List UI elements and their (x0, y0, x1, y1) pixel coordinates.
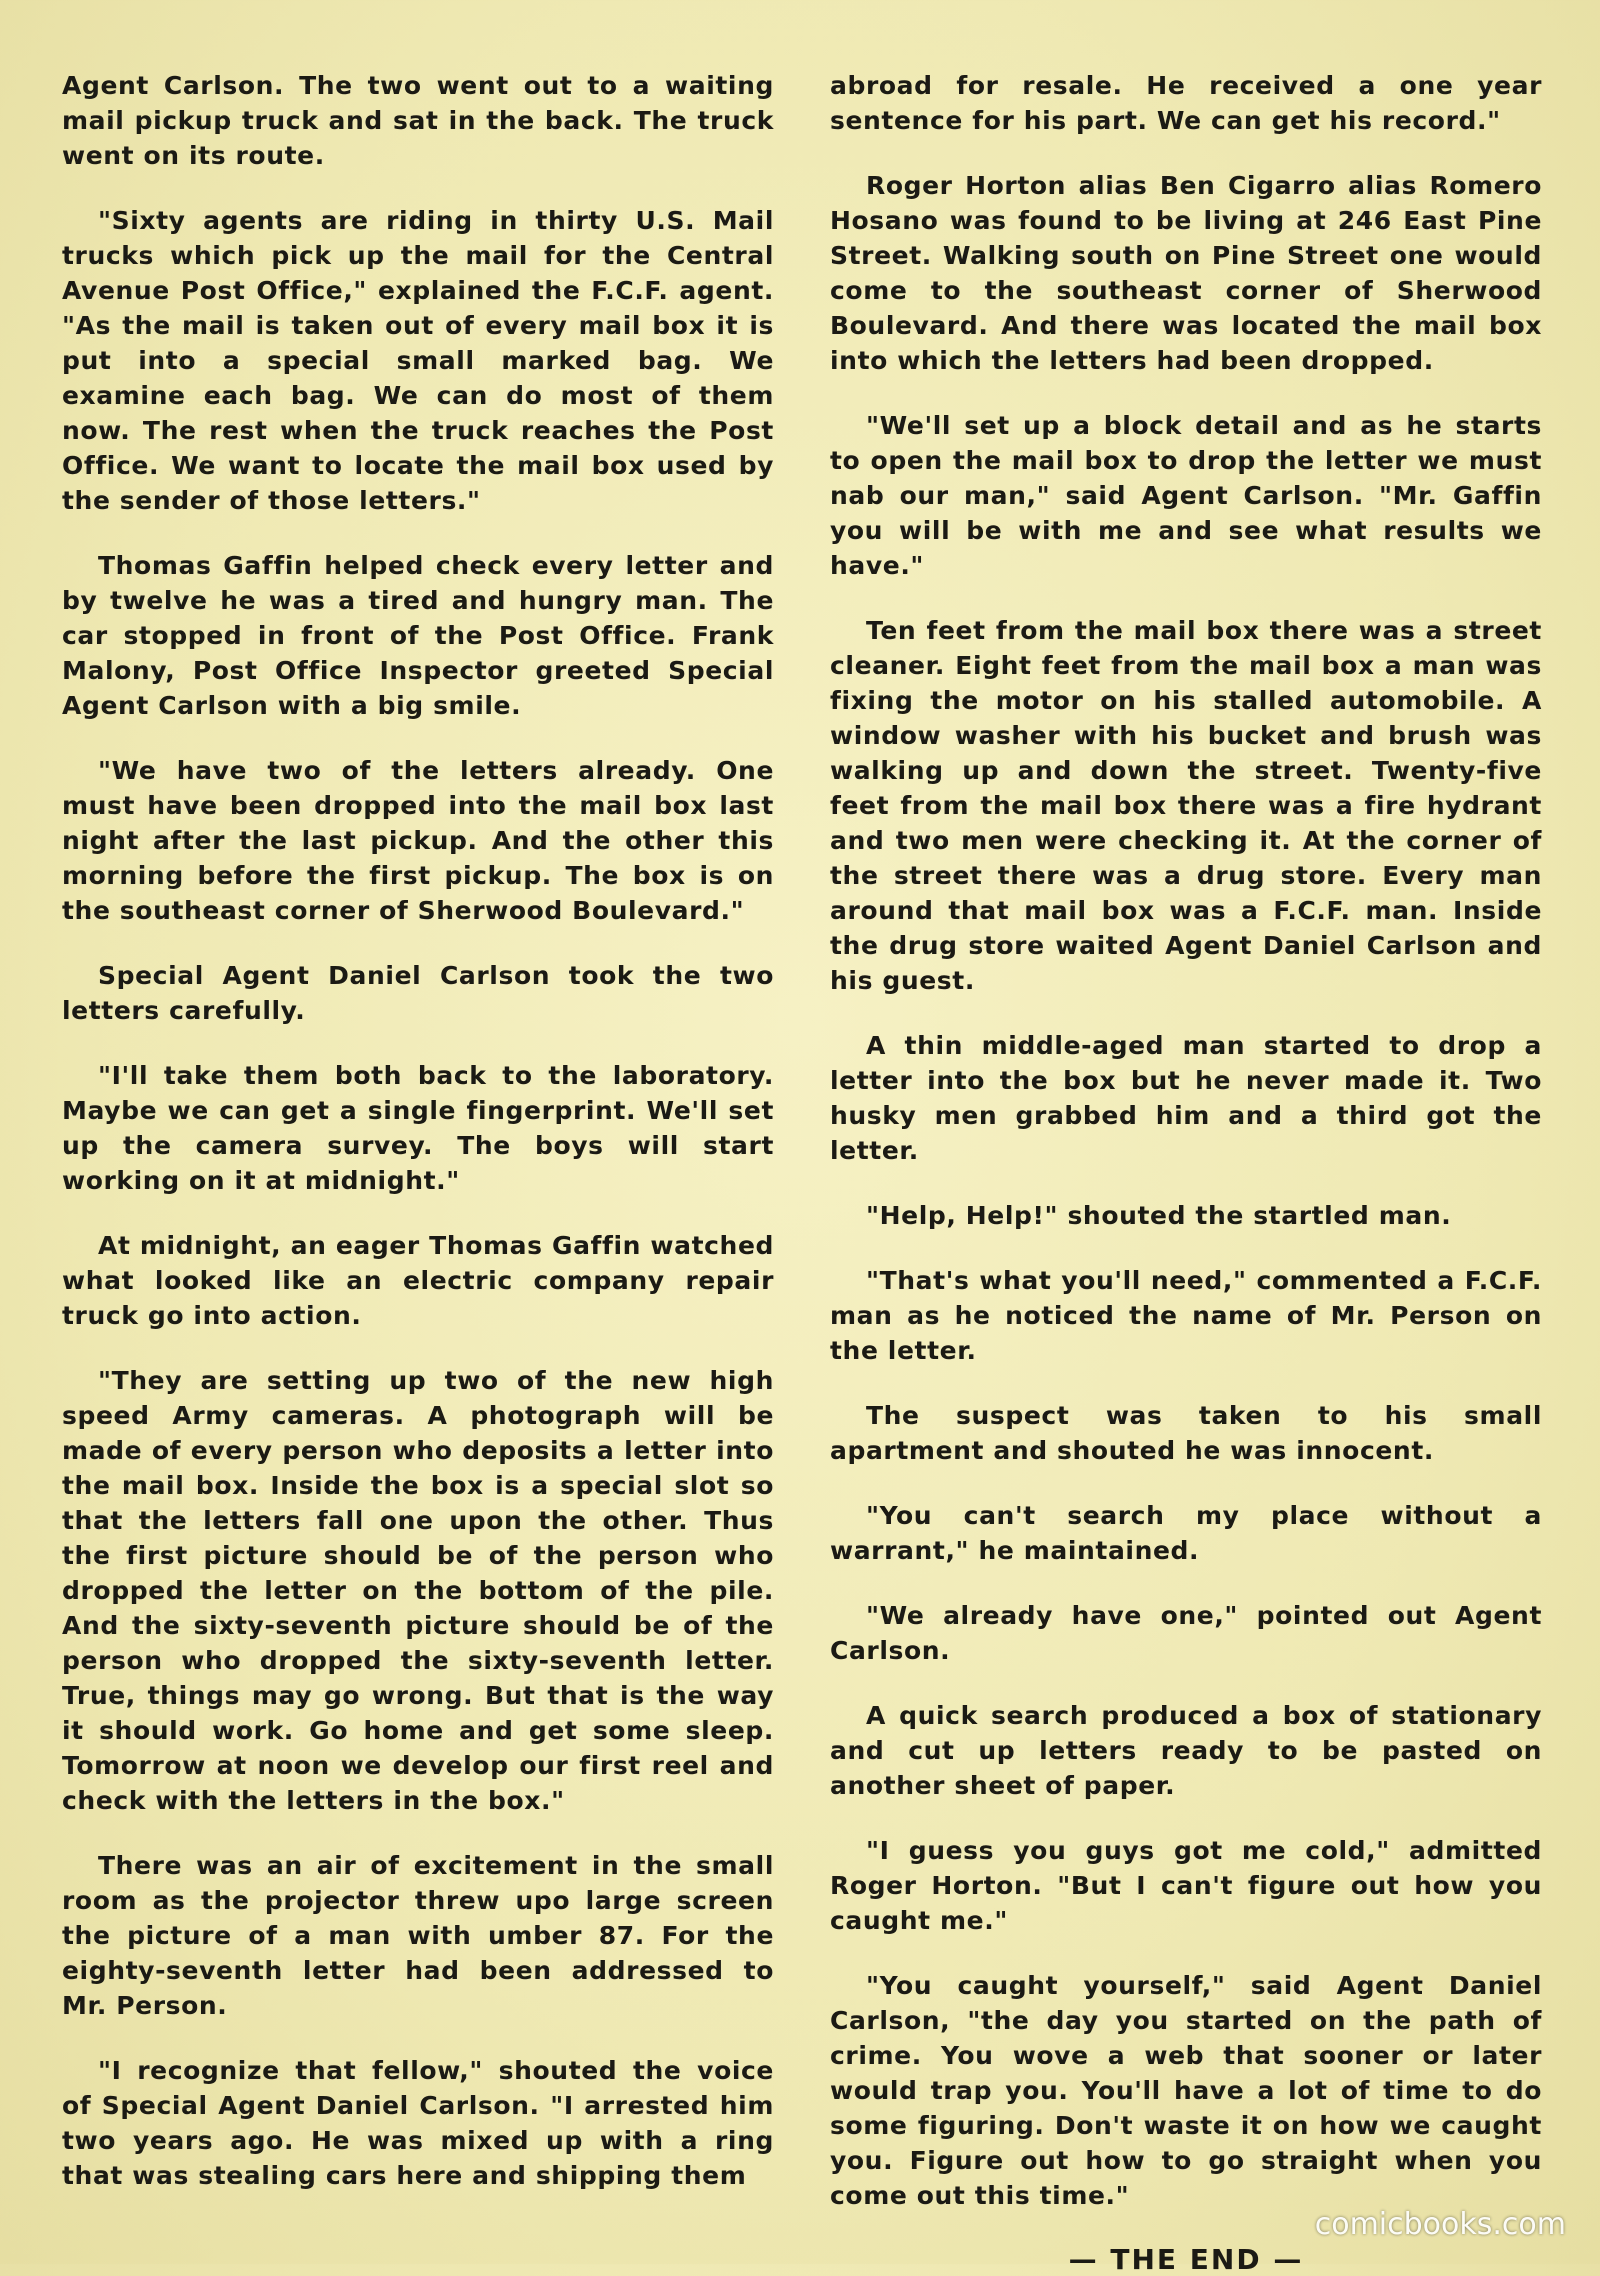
paragraph: "Sixty agents are riding in thirty U.S. Mail trucks which pick up the mail for the Central Avenue Post Office," explained the F.C.F. agent. "As the mail is taken out of every mail box it is put into a special small marked bag. We examine each bag. We can do most of them now. The rest when the truck reaches the Post Office. We want to locate the mail box used by the sender of those letters." (62, 206, 774, 515)
the-end-label: — THE END — (1068, 2243, 1304, 2276)
paragraph: "We have two of the letters already. One must have been dropped into the mail box last night after the last pickup. And the other this morning before the first pickup. The box is on the southeast corner of Sherwood Boulevard." (62, 756, 774, 925)
paragraph: "You can't search my place without a warrant," he maintained. (830, 1501, 1542, 1565)
paragraph: "They are setting up two of the new high speed Army cameras. A photograph will be made of every person who deposits a letter into the mail box. Inside the box is a special slot so that the letters fall one upon the other. Thus the first picture should be of the person who dropped the letter on the bottom of the pile. And the sixty-seventh picture should be of the person who dropped the sixty-seventh letter. True, things may go wrong. But that is the way it should work. Go home and get some sleep. Tomorrow at noon we develop our first reel and check with the letters in the box." (62, 1366, 774, 1815)
paragraph: A thin middle-aged man started to drop a letter into the box but he never made it. Two husky men grabbed him and a third got the letter. (830, 1031, 1542, 1165)
paragraph: Special Agent Daniel Carlson took the two letters carefully. (62, 961, 774, 1025)
paragraph: Thomas Gaffin helped check every letter and by twelve he was a tired and hungry man. The car stopped in front of the Post Office. Frank Malony, Post Office Inspector greeted Special Agent Carlson with a big smile. (62, 551, 774, 720)
paragraph: abroad for resale. He received a one year sentence for his part. We can get his record." (830, 71, 1542, 135)
paragraph: "That's what you'll need," commented a F.C.F. man as he noticed the name of Mr. Person on the letter. (830, 1266, 1542, 1365)
paragraph: A quick search produced a box of stationary and cut up letters ready to be pasted on another sheet of paper. (830, 1701, 1542, 1800)
paragraph: "We already have one," pointed out Agent Carlson. (830, 1601, 1542, 1665)
paragraph: The suspect was taken to his small apartment and shouted he was innocent. (830, 1401, 1542, 1465)
paragraph: Agent Carlson. The two went out to a waiting mail pickup truck and sat in the back. The truck went on its route. (62, 71, 774, 170)
left-column (62, 68, 774, 2188)
watermark: comicbooks.com (1314, 2207, 1566, 2242)
paragraph: "We'll set up a block detail and as he starts to open the mail box to drop the letter we must nab our man," said Agent Carlson. "Mr. Gaffin you will be with me and see what results we have." (830, 411, 1542, 580)
paragraph: At midnight, an eager Thomas Gaffin watched what looked like an electric company repair truck go into action. (62, 1231, 774, 1330)
paragraph: "I guess you guys got me cold," admitted Roger Horton. "But I can't figure out how you caught me." (830, 1836, 1542, 1935)
paragraph: "You caught yourself," said Agent Daniel Carlson, "the day you started on the path of crime. You wove a web that sooner or later would trap you. You'll have a lot of time to do some figuring. Don't waste it on how we caught you. Figure out how to go straight when you come out this time." (830, 1971, 1542, 2210)
paragraph: Ten feet from the mail box there was a street cleaner. Eight feet from the mail box a man was fixing the motor on his stalled automobile. A window washer with his bucket and brush was walking up and down the street. Twenty-five feet from the mail box there was a fire hydrant and two men were checking it. At the corner of the street there was a drug store. Every man around that mail box was a F.C.F. man. Inside the drug store waited Agent Daniel Carlson and his guest. (830, 616, 1542, 995)
paragraph: There was an air of excitement in the small room as the projector threw upo large screen the picture of a man with umber 87. For the eighty-seventh letter had been addressed to Mr. Person. (62, 1851, 774, 2020)
paragraph: "Help, Help!" shouted the startled man. (866, 1201, 1452, 1230)
paragraph: Roger Horton alias Ben Cigarro alias Romero Hosano was found to be living at 246 East Pine Street. Walking south on Pine Street one would come to the southeast corner of Sherwood Boulevard. And there was located the mail box into which the letters had been dropped. (830, 171, 1542, 375)
paragraph: "I'll take them both back to the laboratory. Maybe we can get a single fingerprint. We'll set up the camera survey. The boys will start working on it at midnight." (62, 1061, 774, 1195)
paragraph: "I recognize that fellow," shouted the voice of Special Agent Daniel Carlson. "I arrested him two years ago. He was mixed up with a ring that was stealing cars here and shipping them (62, 2056, 774, 2190)
